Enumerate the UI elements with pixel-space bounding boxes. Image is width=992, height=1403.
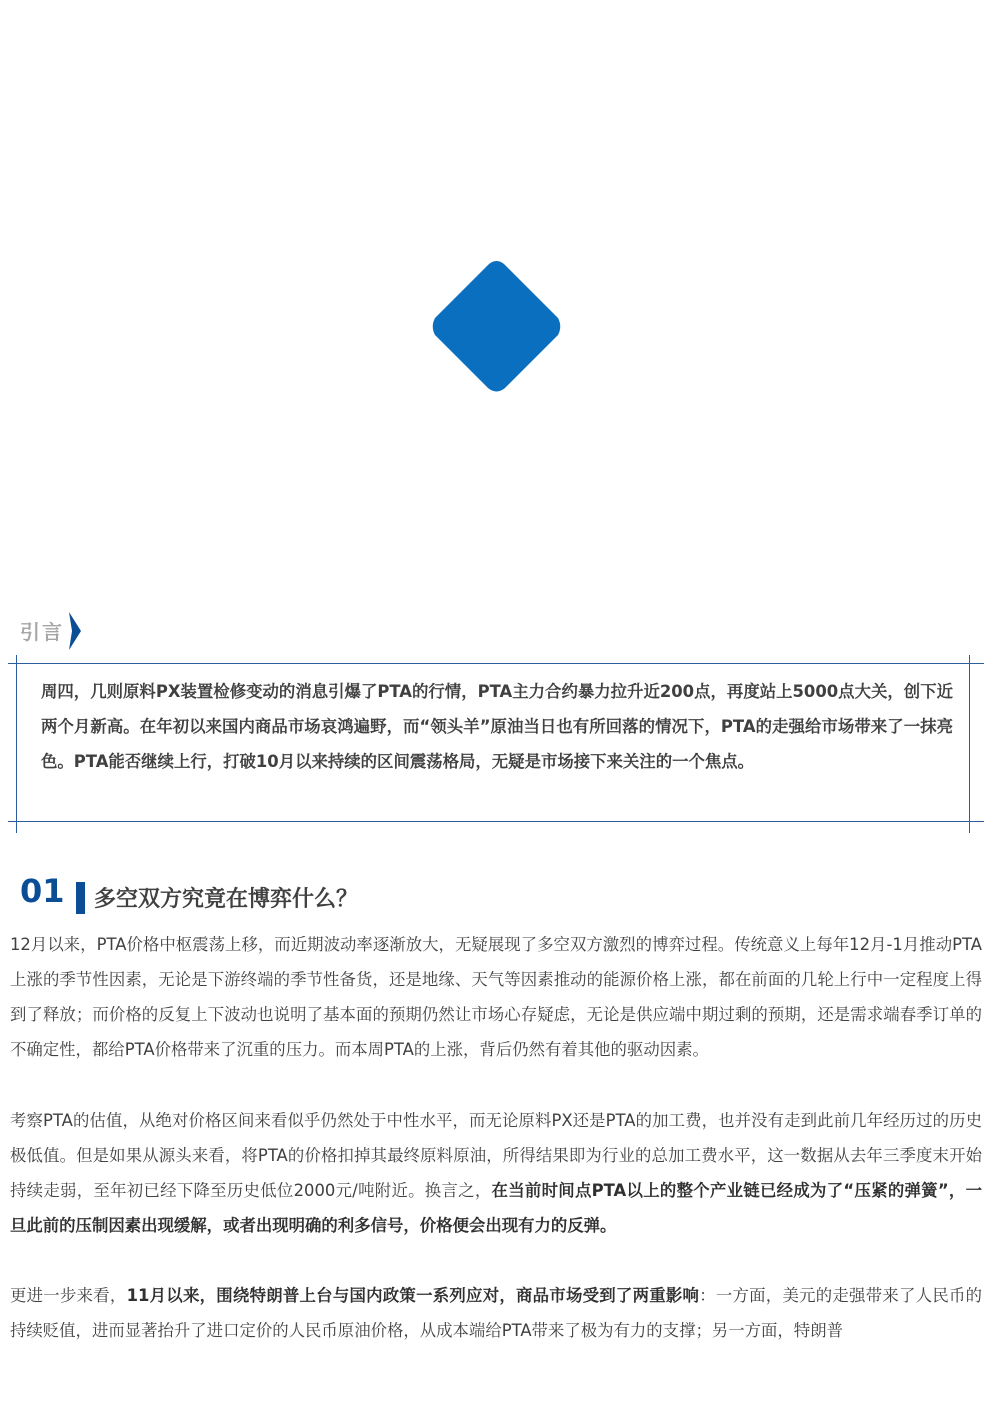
paragraph-3-lead: 更进一步来看， xyxy=(10,1286,127,1305)
section-title: 多空双方究竟在博弈什么？ xyxy=(94,887,359,912)
intro-text: 周四，几则原料PX装置检修变动的消息引爆了PTA的行情，PTA主力合约暴力拉升近200点，再度站上5000点大关，创下近两个月新高。在年初以来国内商品市场哀鸿遍野，而“领头羊”原油当日也有所回落的情况下，PTA的走强给市场带来了一抹亮色。PTA能否继续上行，打破10月以来持续的区间震荡格局，无疑是市场接下来关注的一个焦点。 xyxy=(41,682,953,771)
paragraph-2-text: 考察PTA的估值，从绝对价格区间来看似乎仍然处于中性水平，而无论原料PX还是PTA的加工费，也并没有走到此前几年经历过的历史极低值。但是如果从源头来看，将PTA的价格扣掉其最终原料原油，所得结果即为行业的总加工费水平，这一数据从去年三季度末开始持续走弱，至年初已经下降至历史低位2000元/吨附近。换言之， xyxy=(10,1111,982,1200)
paragraph-3-text: ：一方面，美元的走强带来了人民币的持续贬值，进而显著抬升了进口定价的人民币原油价格，从成本端给PTA带来了极为有力的支撑；另一方面，特朗普 xyxy=(10,1286,983,1340)
paragraph-3 xyxy=(10,1278,982,1348)
section-number: 01 xyxy=(20,872,65,910)
paragraph-1: 12月以来，PTA价格中枢震荡上移，而近期波动率逐渐放大，无疑展现了多空双方激烈的博弈过程。传统意义上每年12月-1月推动PTA上涨的季节性因素，无论是下游终端的季节性备货，还是地缘、天气等因素推动的能源价格上涨，都在前面的几轮上行中一定程度上得到了释放；而价格的反复上下波动也说明了基本面的预期仍然让市场心存疑虑，无论是供应端中期过剩的预期，还是需求端春季订单的不确定性，都给PTA价格带来了沉重的压力。而本周PTA的上涨，背后仍然有着其他的驱动因素。 xyxy=(10,935,982,1059)
section-title-bar xyxy=(76,882,85,914)
chevron-right-icon xyxy=(68,611,82,651)
blue-diamond-icon xyxy=(425,255,568,398)
paragraph-3-highlight: 11月以来，围绕特朗普上台与国内政策一系列应对，商品市场受到了两重影响 xyxy=(126,1286,700,1305)
paragraph-2 xyxy=(10,1103,982,1243)
paragraph-2-highlight: 在当前时间点PTA以上的整个产业链已经成为了“压紧的弹簧”，一旦此前的压制因素出现缓解，或者出现明确的利多信号，价格便会出现有力的反弹。 xyxy=(10,1181,982,1235)
intro-label: 引言 xyxy=(20,620,64,644)
